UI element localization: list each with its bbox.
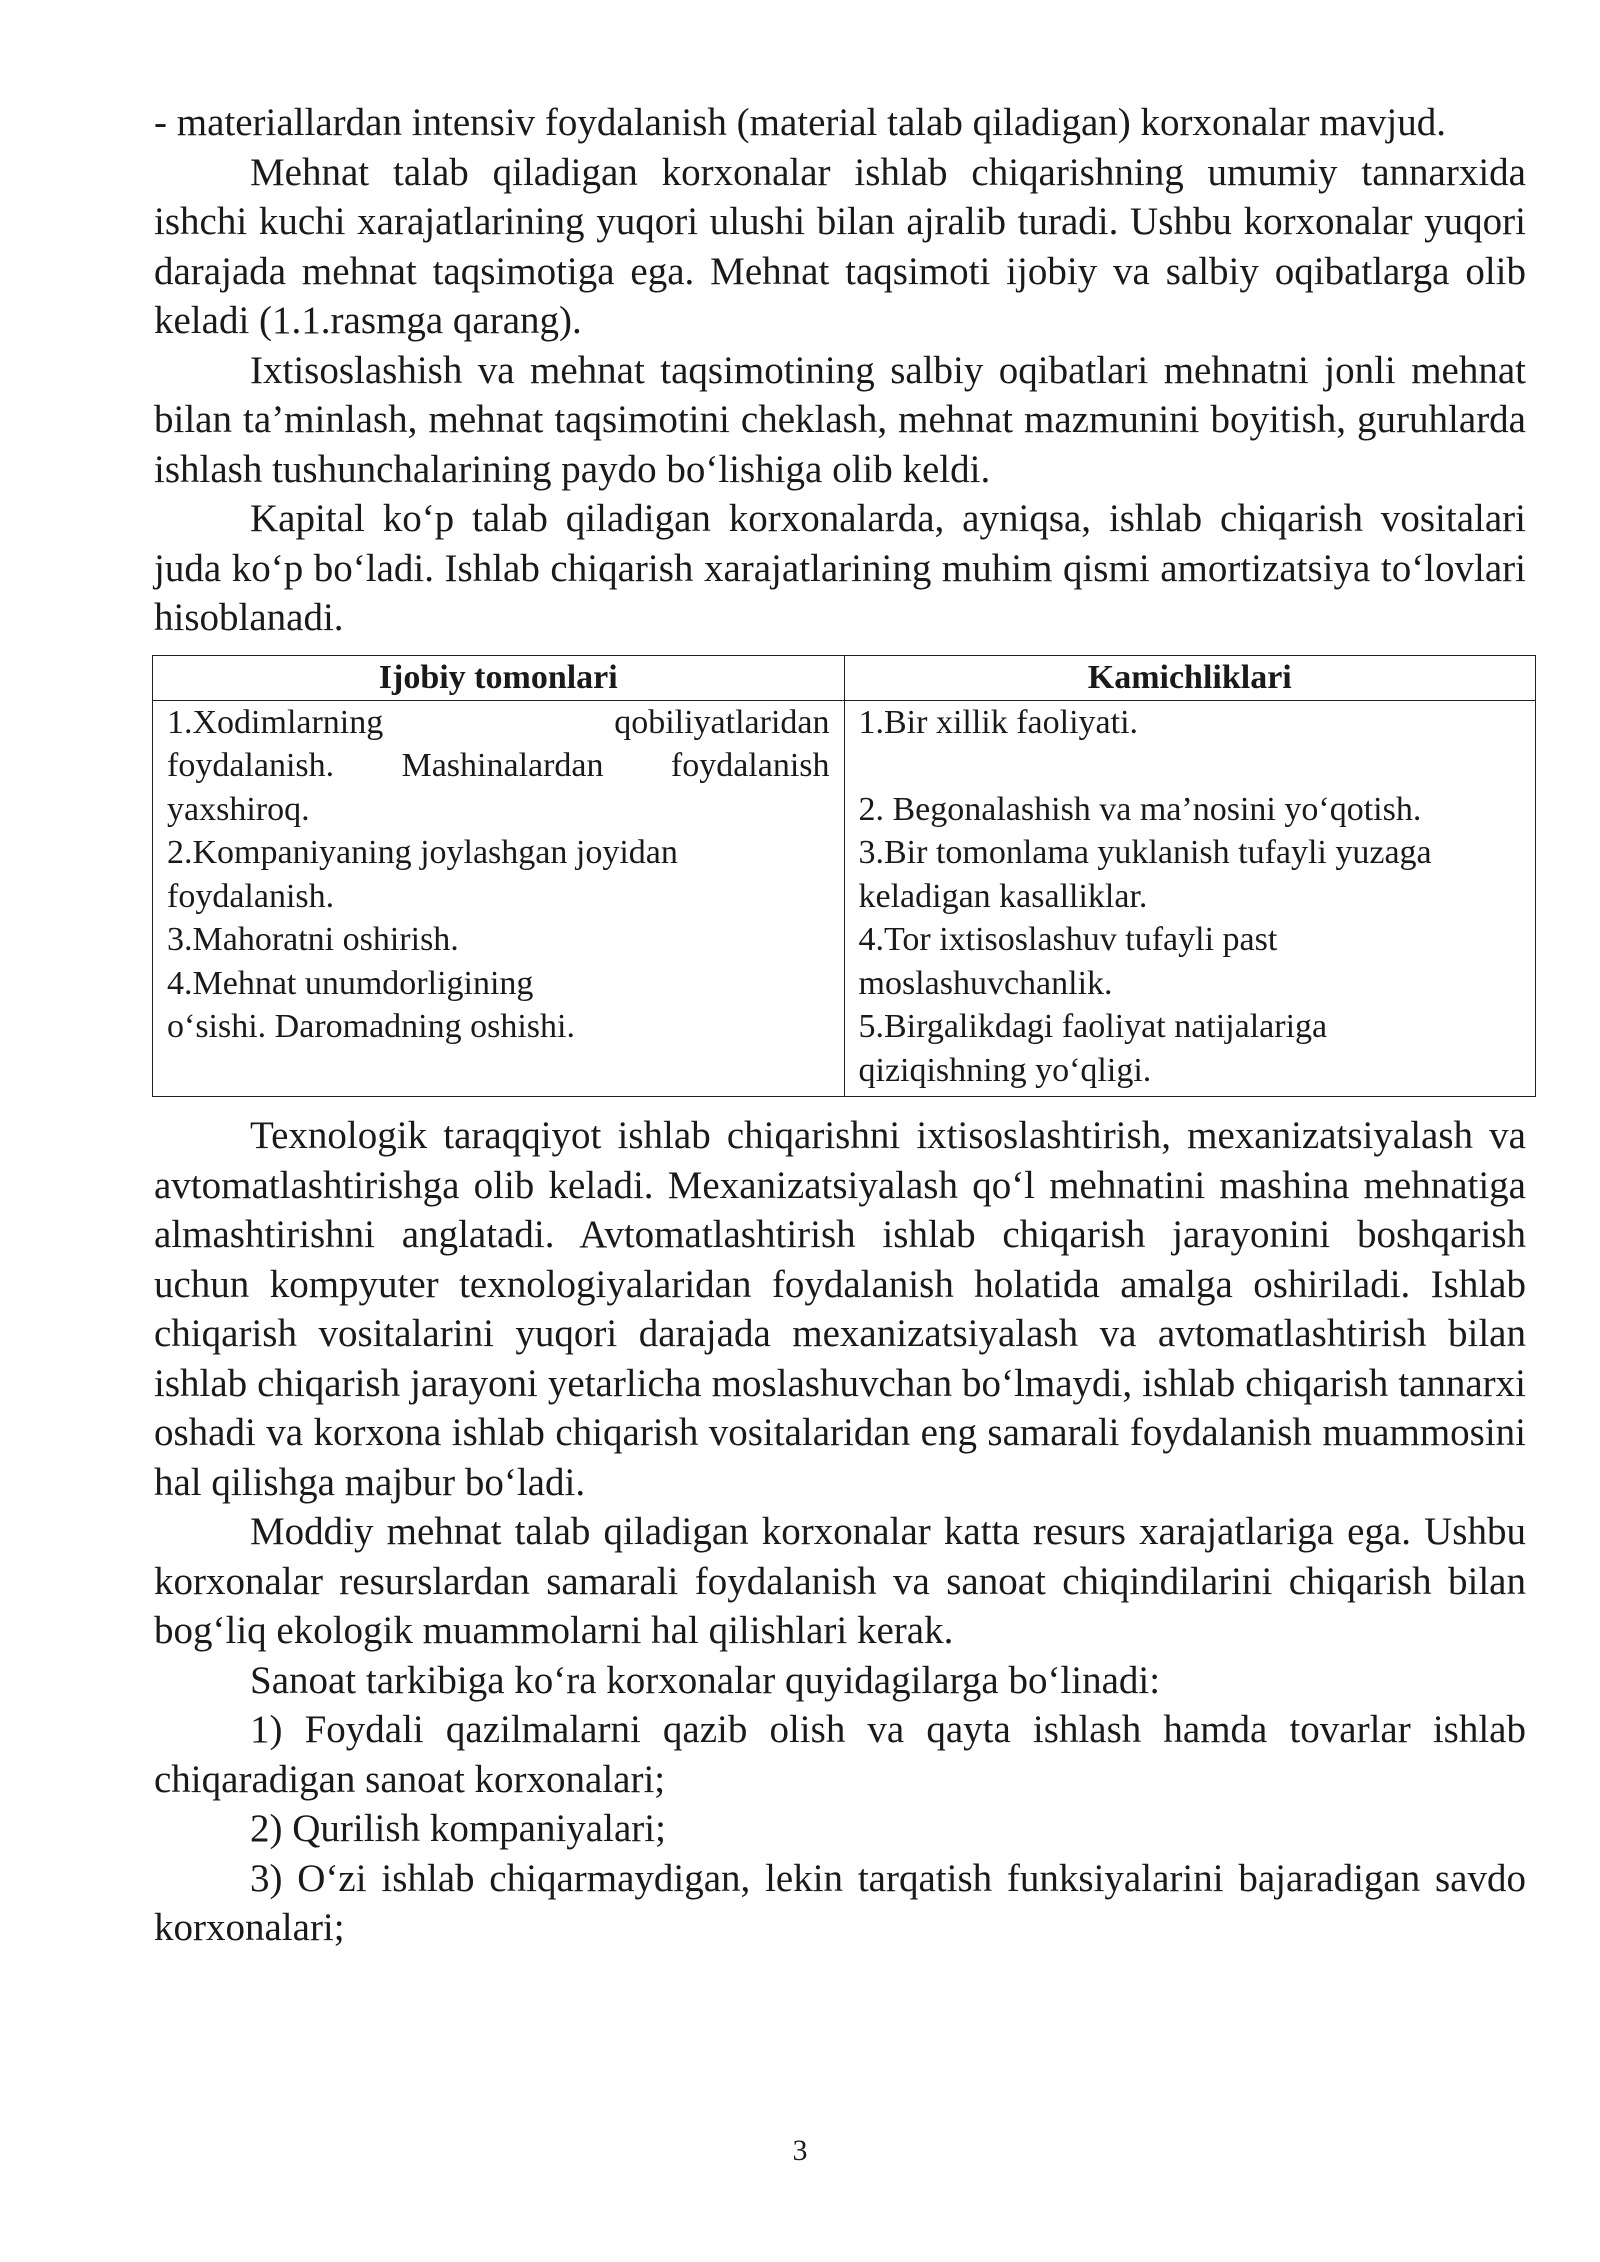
advantages-line: 3.Mahoratni oshirish. xyxy=(167,921,459,958)
disadvantages-line: 4.Tor ixtisoslashuv tufayli past xyxy=(858,921,1278,958)
disadvantages-line: qiziqishning yo‘qligi. xyxy=(858,1051,1152,1089)
advantages-line: foydalanish. Mashinalardan foydalanish xyxy=(167,747,830,784)
advantages-cell xyxy=(153,700,845,1097)
pros-cons-table xyxy=(152,655,1536,1098)
header-disadvantages: Kamichliklari xyxy=(844,655,1536,700)
advantages-line: yaxshiroq. xyxy=(167,790,310,828)
page-number: 3 xyxy=(792,2134,808,2167)
advantages-line: foydalanish. xyxy=(167,877,335,915)
disadvantages-line: 5.Birgalikdagi faoliyat natijalariga xyxy=(858,1008,1328,1045)
paragraph-materials-intensive: - materiallardan intensiv foydalanish (material talab qiladigan) korxonalar mavjud. xyxy=(154,101,1446,144)
paragraph-capital-intensive: Kapital ko‘p talab qiladigan korxonalarda, ayniqsa, ishlab chiqarish vositalari juda ko‘p bo‘ladi. Ishlab chiqarish xarajatlarining muhim qismi amortizatsiya to‘lovlari hisoblanadi. xyxy=(154,497,1526,639)
disadvantages-cell xyxy=(844,700,1536,1097)
list-item-construction: 2) Qurilish kompaniyalari; xyxy=(250,1807,666,1850)
disadvantages-line: 2. Begonalashish va ma’nosini yo‘qotish. xyxy=(858,790,1422,828)
advantages-line: 4.Mehnat unumdorligining xyxy=(167,964,534,1002)
disadvantages-line: 3.Bir tomonlama yuklanish tufayli yuzaga xyxy=(858,834,1432,871)
disadvantages-line: moslashuvchanlik. xyxy=(858,964,1113,1002)
table-header-row xyxy=(153,655,1536,700)
document-page xyxy=(154,98,1526,1953)
disadvantages-line: keladigan kasalliklar. xyxy=(858,877,1148,915)
paragraph-material-labor: Moddiy mehnat talab qiladigan korxonalar katta resurs xarajatlariga ega. Ushbu korxonalar resurslardan samarali foydalanish va sanoat chiqindilarini chiqarish bilan bog‘liq ekologik muammolarni hal qilishlari kerak. xyxy=(154,1510,1526,1652)
table-row xyxy=(153,700,1536,1097)
list-item-industrial: 1) Foydali qazilmalarni qazib olish va qayta ishlash hamda tovarlar ishlab chiqaradigan sanoat korxonalari; xyxy=(154,1708,1526,1801)
advantages-line: 1.Xodimlarning qobiliyatlaridan xyxy=(167,703,830,741)
advantages-line: o‘sishi. Daromadning oshishi. xyxy=(167,1008,575,1045)
disadvantages-line: 1.Bir xillik faoliyati. xyxy=(858,703,1139,741)
paragraph-specialization-consequences: Ixtisoslashish va mehnat taqsimotining salbiy oqibatlari mehnatni jonli mehnat bilan ta’minlash, mehnat taqsimotini cheklash, mehnat mazmunini boyitish, guruhlarda ishlash tushunchalarining paydo bo‘lishiga olib keldi. xyxy=(154,348,1526,491)
disadvantages-blank-line xyxy=(859,744,1522,788)
paragraph-technological-progress: Texnologik taraqqiyot ishlab chiqarishni ixtisoslashtirish, mexanizatsiyalash va avtomatlashtirishga olib keladi. Mexanizatsiyalash qo‘l mehnatini mashina mehnatiga almashtirishni anglatadi. Avtomatlashtirish ishlab chiqarish jarayonini boshqarish uchun kompyuter texnologiyalaridan foydalanish holatida amalga oshiriladi. Ishlab chiqarish vositalarini yuqori darajada mexanizatsiyalash va avtomatlashtirish bilan ishlab chiqarish jarayoni yetarlicha moslashuvchan bo‘lmaydi, ishlab chiqarish tannarxi oshadi va korxona ishlab chiqarish vositalaridan eng samarali foydalanish muammosini hal qilishga majbur bo‘ladi. xyxy=(154,1114,1526,1504)
list-item-trade: 3) O‘zi ishlab chiqarmaydigan, lekin tarqatish funksiyalarini bajaradigan savdo korxonalari; xyxy=(154,1856,1526,1949)
advantages-line: 2.Kompaniyaning joylashgan joyidan xyxy=(167,834,678,871)
paragraph-labor-intensive: Mehnat talab qiladigan korxonalar ishlab chiqarishning umumiy tannarxida ishchi kuchi xarajatlarining yuqori ulushi bilan ajralib turadi. Ushbu korxonalar yuqori darajada mehnat taqsimotiga ega. Mehnat taqsimoti ijobiy va salbiy oqibatlarga olib keladi (1.1.rasmga qarang). xyxy=(154,150,1526,342)
header-advantages: Ijobiy tomonlari xyxy=(153,655,845,700)
paragraph-industry-structure: Sanoat tarkibiga ko‘ra korxonalar quyidagilarga bo‘linadi: xyxy=(250,1658,1161,1702)
